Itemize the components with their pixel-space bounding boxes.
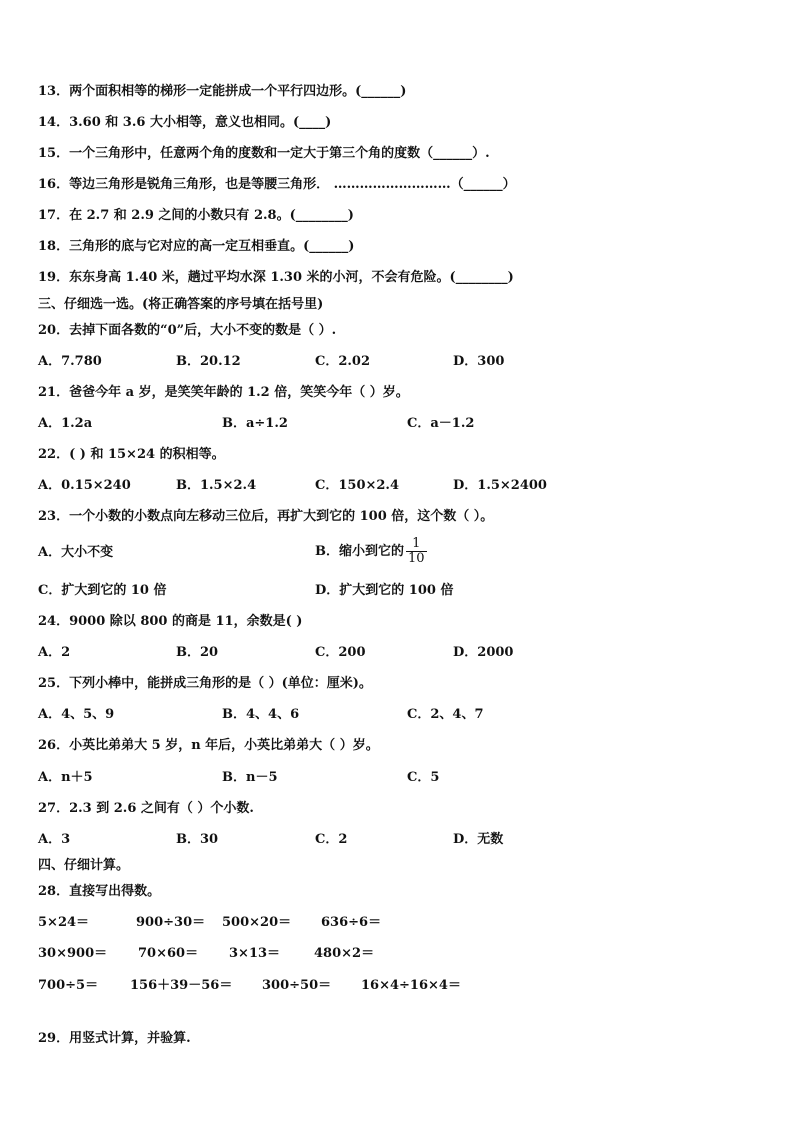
- q27-option-b: B．30: [176, 832, 219, 847]
- question-25: 25．下列小棒中，能拼成三角形的是（ ）(单位：厘米)。: [38, 676, 372, 691]
- q25-option-b: B．4、4、6: [222, 707, 300, 722]
- q24-option-d: D．2000: [453, 645, 514, 660]
- calc-item: 3×13＝: [229, 946, 281, 961]
- calc-item: 5×24＝: [38, 915, 90, 930]
- calc-item: 480×2＝: [314, 946, 375, 961]
- question-14: 14．3.60 和 3.6 大小相等，意义也相同。(____): [38, 115, 332, 130]
- question-15: 15．一个三角形中，任意两个角的度数和一定大于第三个角的度数（______）.: [38, 146, 490, 161]
- question-20: 20．去掉下面各数的“0”后，大小不变的数是（ ）.: [38, 323, 337, 338]
- q23-option-b: [315, 537, 427, 566]
- question-18: 18．三角形的底与它对应的高一定互相垂直。(______): [38, 239, 355, 254]
- q21-option-b: B．a÷1.2: [222, 416, 288, 431]
- q26-option-c: C．5: [407, 770, 440, 785]
- calc-item: 156＋39－56＝: [130, 978, 233, 993]
- q20-option-b: B．20.12: [176, 354, 241, 369]
- q22-option-c: C．150×2.4: [315, 478, 399, 493]
- q20-option-c: C．2.02: [315, 354, 371, 369]
- section-heading-4: 四、仔细计算。: [38, 858, 130, 873]
- calc-item: 16×4÷16×4＝: [361, 978, 461, 993]
- q26-option-a: A．n＋5: [38, 770, 93, 785]
- question-19: 19．东东身高 1.40 米，趟过平均水深 1.30 米的小河，不会有危险。(________): [38, 270, 514, 285]
- q21-option-c: C．a－1.2: [407, 416, 475, 431]
- q27-option-d: D．无数: [453, 832, 504, 847]
- q23-option-c: C．扩大到它的 10 倍: [38, 583, 167, 598]
- q23-option-d: D．扩大到它的 100 倍: [315, 583, 454, 598]
- calc-item: 300÷50＝: [262, 978, 332, 993]
- fraction-one-tenth: $\frac{1}{10}$: [408, 536, 425, 566]
- question-23: 23．一个小数的小数点向左移动三位后，再扩大到它的 100 倍，这个数（ ）。: [38, 509, 494, 524]
- question-17: 17．在 2.7 和 2.9 之间的小数只有 2.8。(________): [38, 208, 354, 223]
- question-13: 13．两个面积相等的梯形一定能拼成一个平行四边形。(______): [38, 84, 407, 99]
- calc-item: 70×60＝: [138, 946, 199, 961]
- question-27: 27．2.3 到 2.6 之间有（ ）个小数.: [38, 801, 254, 816]
- calc-item: 500×20＝: [222, 915, 292, 930]
- section-heading-3: 三、仔细选一选。(将正确答案的序号填在括号里): [38, 297, 324, 312]
- q22-option-b: B．1.5×2.4: [176, 478, 257, 493]
- calc-item: 30×900＝: [38, 946, 108, 961]
- q24-option-a: A．2: [38, 645, 71, 660]
- q27-option-c: C．2: [315, 832, 348, 847]
- calc-item: 636÷6＝: [321, 915, 382, 930]
- question-26: 26．小英比弟弟大 5 岁，n 年后，小英比弟弟大（ ）岁。: [38, 738, 379, 753]
- question-22: 22．( ) 和 15×24 的积相等。: [38, 447, 225, 462]
- q21-option-a: A．1.2a: [38, 416, 93, 431]
- q22-option-a: A．0.15×240: [38, 478, 131, 493]
- q25-option-a: A．4、5、9: [38, 707, 115, 722]
- q26-option-b: B．n－5: [222, 770, 278, 785]
- calc-item: 700÷5＝: [38, 978, 99, 993]
- q24-option-b: B．20: [176, 645, 219, 660]
- calc-item: 900÷30＝: [136, 915, 206, 930]
- q20-option-a: A．7.780: [38, 354, 102, 369]
- question-16: 16．等边三角形是锐角三角形，也是等腰三角形． ………………………（______）: [38, 177, 516, 192]
- q20-option-d: D．300: [453, 354, 505, 369]
- q23-option-a: A．大小不变: [38, 545, 114, 560]
- q22-option-d: D．1.5×2400: [453, 478, 547, 493]
- q23-option-b-label: B．缩小到它的: [315, 544, 404, 559]
- question-29: 29．用竖式计算，并验算.: [38, 1031, 191, 1046]
- q27-option-a: A．3: [38, 832, 71, 847]
- question-21: 21．爸爸今年 a 岁，是笑笑年龄的 1.2 倍，笑笑今年（ ）岁。: [38, 385, 409, 400]
- question-24: 24．9000 除以 800 的商是 11，余数是( ): [38, 614, 303, 629]
- question-28: 28．直接写出得数。: [38, 884, 161, 899]
- q25-option-c: C．2、4、7: [407, 707, 484, 722]
- q24-option-c: C．200: [315, 645, 366, 660]
